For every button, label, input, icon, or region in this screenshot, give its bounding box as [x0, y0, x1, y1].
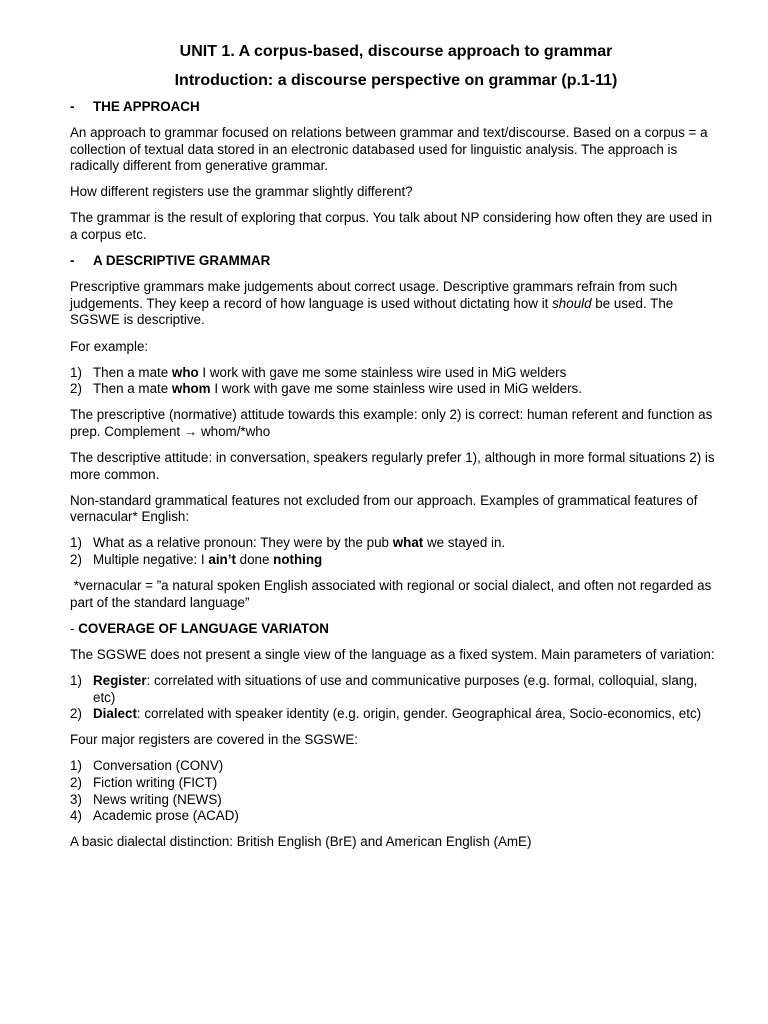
paragraph: Non-standard grammatical features not excluded from our approach. Examples of grammatical features of vernacular* English: — [70, 492, 698, 525]
list-text: Fiction writing (FICT) — [93, 774, 218, 790]
list-text — [93, 673, 722, 706]
paragraph: The grammar is the result of exploring that corpus. You talk about NP considering how often they are used in a corpus etc. — [70, 210, 713, 243]
list-number: 3) — [70, 791, 82, 807]
text-run: Prescriptive grammars make judgements about correct usage. Descriptive grammars refrain from such judgements. They keep a record of how language is used without dictating how it — [70, 279, 678, 311]
bold-text: Dialect — [93, 706, 137, 722]
list-text — [93, 552, 722, 569]
list-item — [70, 808, 722, 825]
heading-text: THE APPROACH — [93, 99, 200, 114]
list-text — [93, 535, 722, 552]
list-item — [70, 535, 722, 552]
list-number: 4) — [70, 808, 82, 824]
list-number: 1) — [70, 758, 82, 774]
bold-text: Register — [93, 672, 147, 688]
paragraph — [70, 279, 722, 329]
paragraph: The prescriptive (normative) attitude towards this example: only 2) is correct: human referent and function as prep. Complement → whom/*who — [70, 407, 713, 439]
text-run: we stayed in. — [423, 535, 506, 551]
text-run: Then a mate — [93, 364, 172, 380]
text-run: : correlated with situations of use and communicative purposes (e.g. formal, colloquial, slang, etc) — [93, 672, 698, 705]
list-item — [70, 673, 722, 706]
variation-list — [70, 673, 722, 723]
heading-text: A DESCRIPTIVE GRAMMAR — [93, 253, 271, 269]
paragraph: The SGSWE does not present a single view of the language as a fixed system. Main parameters of variation: — [70, 646, 715, 662]
paragraph: The descriptive attitude: in conversation, speakers regularly prefer 1), although in more formal situations 2) is more common. — [70, 450, 715, 482]
list-item — [70, 792, 722, 809]
section-heading-coverage — [70, 621, 722, 638]
bullet-dash: - — [70, 99, 75, 114]
text-run: be used. The SGSWE is descriptive. — [70, 295, 674, 328]
paragraph: A basic dialectal distinction: British English (BrE) and American English (AmE) — [70, 834, 532, 850]
heading-text: COVERAGE OF LANGUAGE VARIATON — [78, 620, 329, 636]
list-text — [93, 365, 722, 382]
list-item — [70, 706, 722, 723]
bold-text: ain’t — [208, 551, 236, 567]
text-run: Multiple negative: I — [93, 551, 209, 567]
document-title: UNIT 1. A corpus-based, discourse approach to grammar — [179, 43, 613, 60]
vernacular-list — [70, 535, 722, 568]
list-number: 1) — [70, 535, 82, 551]
list-number: 1) — [70, 672, 82, 688]
paragraph: For example: — [70, 338, 149, 354]
list-item — [70, 381, 722, 398]
list-item — [70, 758, 722, 775]
bullet-dash: - — [70, 253, 75, 269]
bold-text: whom — [171, 381, 211, 397]
footnote-paragraph: *vernacular = ”a natural spoken English associated with regional or social dialect, and often not regarded as part of the standard language” — [70, 578, 716, 610]
list-text — [93, 706, 722, 723]
list-number: 1) — [70, 364, 82, 380]
list-text: Conversation (CONV) — [93, 758, 224, 774]
bold-text: nothing — [273, 551, 323, 567]
text-run: I work with gave me some stainless wire used in MiG welders — [198, 364, 567, 380]
list-number: 2) — [70, 381, 82, 397]
section-heading-approach — [70, 99, 722, 116]
emphasis-text: should — [552, 295, 592, 311]
section-heading-descriptive-grammar — [70, 253, 722, 270]
bold-text: who — [171, 364, 199, 380]
paragraph: An approach to grammar focused on relations between grammar and text/discourse. Based on a corpus = a collection of textual data stored in an electronic databased used for linguistic analysis. The approach is radically different from generative grammar. — [70, 125, 708, 174]
bold-text: what — [392, 535, 424, 551]
text-run: done — [235, 551, 274, 567]
text-run: : correlated with speaker identity (e.g. origin, gender. Geographical área, Socio-economics, etc) — [136, 706, 702, 722]
list-number: 2) — [70, 774, 82, 790]
list-text: Academic prose (ACAD) — [93, 808, 239, 824]
list-item — [70, 775, 722, 792]
document-subtitle: Introduction: a discourse perspective on grammar (p.1-11) — [174, 72, 618, 89]
list-item — [70, 552, 722, 569]
bullet-dash: - — [70, 620, 79, 636]
register-list — [70, 758, 722, 824]
list-number: 2) — [70, 706, 82, 722]
paragraph: How different registers use the grammar slightly different? — [70, 184, 413, 200]
text-run: Then a mate — [93, 381, 172, 397]
list-item — [70, 365, 722, 382]
list-number: 2) — [70, 551, 82, 567]
text-run: I work with gave me some stainless wire used in MiG welders. — [210, 381, 582, 397]
example-list — [70, 365, 722, 398]
list-text: News writing (NEWS) — [93, 791, 222, 807]
list-text — [93, 381, 722, 398]
paragraph: Four major registers are covered in the SGSWE: — [70, 732, 359, 748]
text-run: What as a relative pronoun: They were by the pub — [93, 535, 393, 551]
document-page — [70, 42, 722, 860]
